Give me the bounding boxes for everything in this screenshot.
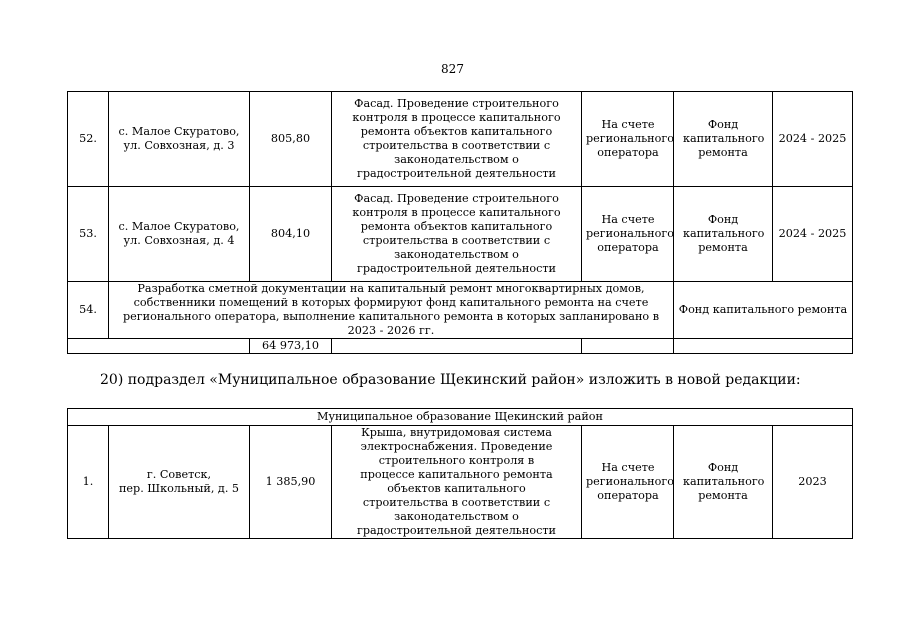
account-text: На счете регионального оператора: [586, 461, 674, 502]
account-cell: [582, 92, 674, 187]
total-row: [68, 339, 853, 354]
row-number: 52.: [68, 92, 109, 187]
cost-cell: 804,10: [250, 187, 332, 282]
period-cell: 2024 - 2025: [773, 187, 853, 282]
estimate-description: [109, 282, 674, 339]
period-cell: 2023: [773, 426, 853, 539]
work-description: [332, 426, 582, 539]
empty-cell: [582, 339, 674, 354]
empty-cell: [674, 339, 853, 354]
account-cell: [582, 187, 674, 282]
address-line: с. Малое Скуратово,: [118, 220, 240, 233]
address-line: ул. Совхозная, д. 3: [123, 139, 235, 152]
page-number: 827: [441, 62, 464, 76]
table-row: [68, 426, 853, 539]
empty-cell: [332, 339, 582, 354]
district-table: [67, 408, 853, 539]
work-description: [332, 92, 582, 187]
cost-cell: 805,80: [250, 92, 332, 187]
row-number: 54.: [68, 282, 109, 339]
section-heading: 20) подраздел «Муниципальное образование Щекинский район» изложить в новой редакции:: [100, 372, 801, 388]
fund-text: Фонд капитального ремонта: [683, 213, 765, 254]
table-row: [68, 187, 853, 282]
table-row: [68, 92, 853, 187]
fund-text: Фонд капитального ремонта: [683, 118, 765, 159]
account-text: На счете регионального оператора: [586, 118, 674, 159]
row-number: 53.: [68, 187, 109, 282]
work-description-text: Фасад. Проведение строительного контроля в процессе капитального ремонта объектов капитального строительства в соответствии с законодательством о градостроительной деятельности: [352, 97, 561, 180]
table-title-row: [68, 409, 853, 426]
cost-cell: 1 385,90: [250, 426, 332, 539]
address-cell: [109, 187, 250, 282]
empty-cell: [68, 339, 250, 354]
work-description-text: Фасад. Проведение строительного контроля в процессе капитального ремонта объектов капитального строительства в соответствии с законодательством о градостроительной деятельности: [352, 192, 561, 275]
row-number: 1.: [68, 426, 109, 539]
work-description-text: Крыша, внутридомовая система электроснабжения. Проведение строительного контроля в процессе капитального ремонта объектов капитального строительства в соответствии с законодательством о градостроительной деятельности: [356, 426, 556, 537]
address-line: с. Малое Скуратово,: [118, 125, 240, 138]
period-cell: 2024 - 2025: [773, 92, 853, 187]
address-cell: [109, 92, 250, 187]
address-line: г. Советск,: [146, 468, 212, 481]
fund-cell: Фонд капитального ремонта: [674, 282, 853, 339]
table-row: [68, 282, 853, 339]
total-cost: 64 973,10: [250, 339, 332, 354]
account-text: На счете регионального оператора: [586, 213, 674, 254]
table-title: Муниципальное образование Щекинский район: [68, 409, 853, 426]
address-line: ул. Совхозная, д. 4: [123, 234, 235, 247]
fund-cell: [674, 426, 773, 539]
account-cell: [582, 426, 674, 539]
repair-plan-table: [67, 91, 853, 354]
fund-text: Фонд капитального ремонта: [683, 461, 765, 502]
address-cell: [109, 426, 250, 539]
fund-cell: [674, 187, 773, 282]
estimate-description-text: Разработка сметной документации на капитальный ремонт многоквартирных домов, собственники помещений в которых формируют фонд капитального ремонта на счете регионального оператора, выполнение капитального ремонта в которых запланировано в 2023 - 2026 гг.: [122, 282, 660, 337]
fund-cell: [674, 92, 773, 187]
work-description: [332, 187, 582, 282]
address-line: пер. Школьный, д. 5: [118, 482, 240, 495]
